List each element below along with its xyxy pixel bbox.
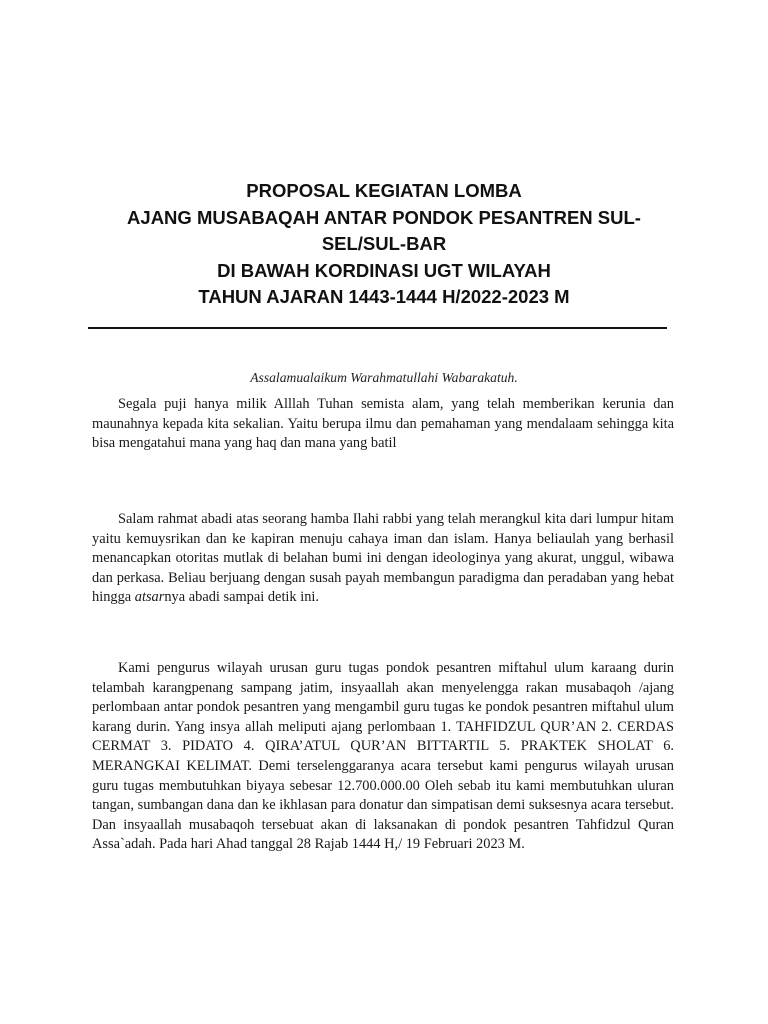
paragraph-salawat-text: Salam rahmat abadi atas seorang hamba Ilahi rabbi yang telah merangkul kita dari lumpur hitam yaitu kemuysrikan dan ke kapiran menuju cahaya iman dan islam. Hanya beliaulah yang berhasil menancapkan otoritas mutlak di belahan bumi ini dengan ideologinya yang akurat, unggul, wibawa dan perkasa. Beliau berjuang dengan susah payah membangun paradigma dan peradaban yang hebat hingga — [92, 511, 674, 606]
paragraph-salawat — [92, 510, 674, 608]
italic-term: atsar — [134, 589, 165, 606]
document-title — [92, 178, 676, 311]
title-line-1: PROPOSAL KEGIATAN LOMBA — [246, 180, 522, 201]
paragraph-salawat-tail: nya abadi sampai detik ini. — [164, 589, 320, 606]
title-line-5: TAHUN AJARAN 1443-1444 H/2022-2023 M — [198, 286, 570, 307]
title-divider — [88, 327, 667, 329]
title-line-4: DI BAWAH KORDINASI UGT WILAYAH — [217, 259, 551, 281]
title-line-2: AJANG MUSABAQAH ANTAR PONDOK PESANTREN SUL- — [127, 206, 641, 228]
title-line-3: SEL/SUL-BAR — [321, 233, 447, 254]
salutation: Assalamualaikum Warahmatullahi Wabarakatuh. — [250, 370, 518, 385]
paragraph-event-details: Kami pengurus wilayah urusan guru tugas pondok pesantren miftahul ulum karaang durin telambah karangpenang sampang jatim, insyaallah akan menyelengga rakan musabaqoh /ajang perlombaan antar pondok pesantren yang mengambil guru tugas ke pondok pesantren miftahul ulum karang durin. Yang insya allah meliputi ajang perlombaan 1. TAHFIDZUL QUR’AN 2. CERDAS CERMAT 3. PIDATO 4. QIRA’ATUL QUR’AN BITTARTIL 5. PRAKTEK SHOLAT 6. MERANGKAI KELIMAT. Demi terselenggaranya acara tersebut kami pengurus wilayah urusan guru tugas membutuhkan biyaya sebesar 12.700.000.00 Oleh sebab itu kami membutuhkan uluran tangan, sumbangan dana dan ke ikhlasan para donatur dan simpatisan demi suksesnya acara tersebut. Dan insyaallah musabaqoh tersebuat akan di laksanakan di pondok pesantren Tahfidzul Quran Assa`adah. Pada hari Ahad tanggal 28 Rajab 1444 H,/ 19 Februari 2023 M. — [92, 660, 674, 853]
paragraph-opening: Segala puji hanya milik Alllah Tuhan semista alam, yang telah memberikan kerunia dan maunahnya kepada kita sekalian. Yaitu berupa ilmu dan pemahaman yang mendalaam sehingga kita bisa mengatahui mana yang haq dan mana yang batil — [92, 396, 674, 452]
